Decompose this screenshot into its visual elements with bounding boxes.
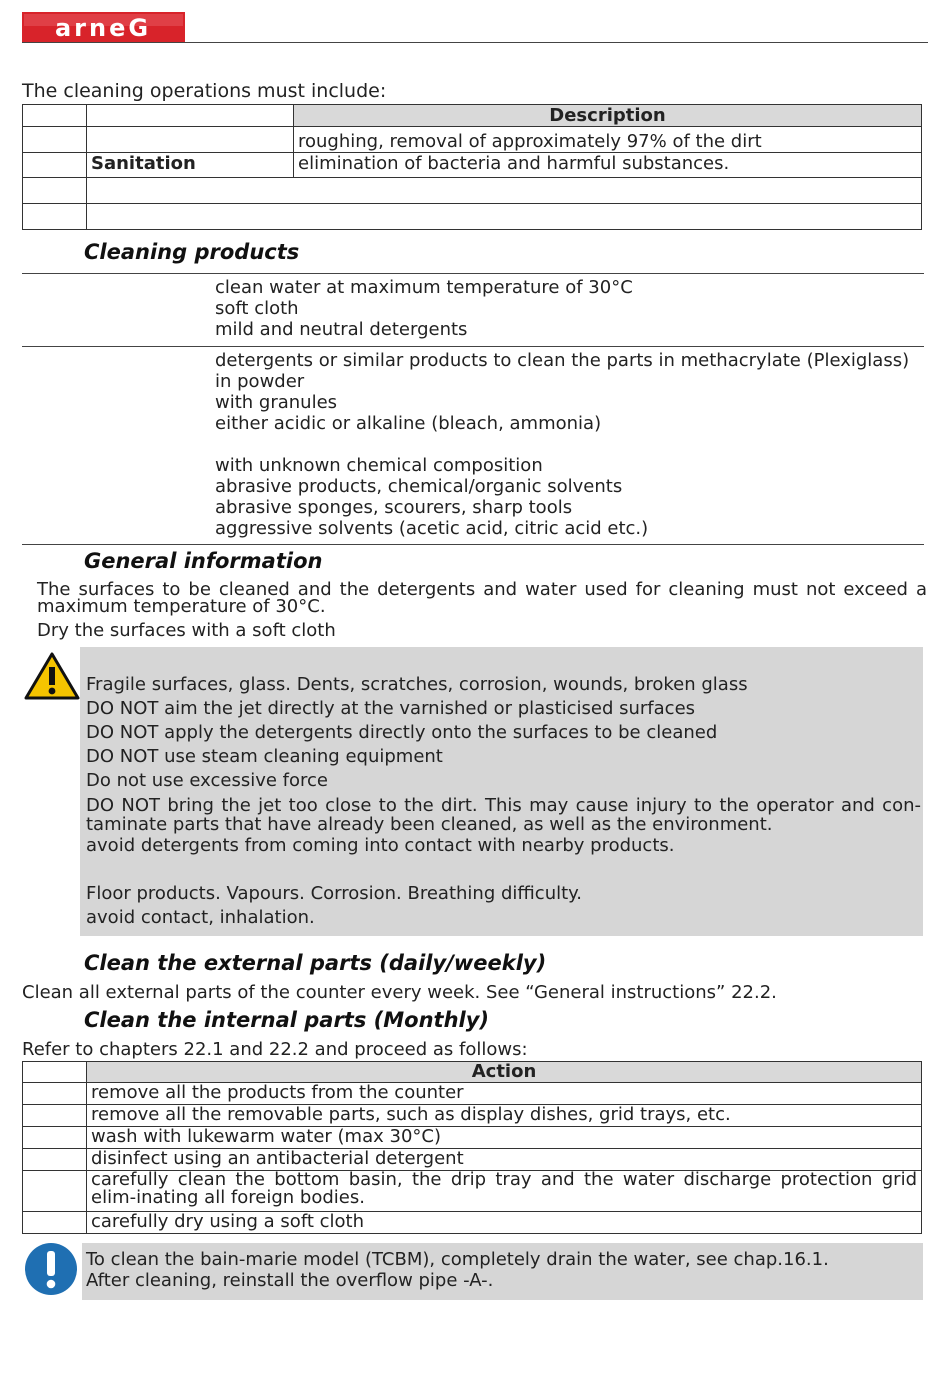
list-item: aggressive solvents (acetic acid, citric acid etc.) (215, 518, 649, 539)
info-note-text (86, 1249, 829, 1291)
action-table (22, 1061, 922, 1234)
list-item: soft cloth (215, 298, 299, 319)
list-item: detergents or similar products to clean the parts in methacrylate (Plexiglass) (215, 350, 910, 371)
table-row: wash with lukewarm water (max 30°C) (23, 1127, 922, 1149)
operations-table (22, 104, 922, 230)
table-row (23, 204, 922, 230)
exclamation-icon (24, 1242, 78, 1296)
list-item (215, 434, 909, 455)
table-row: disinfect using an antibacterial detergent (23, 1149, 922, 1171)
table-row (23, 178, 922, 204)
intro-text: The cleaning operations must include: (22, 80, 387, 102)
general-info-dry: Dry the surfaces with a soft cloth (37, 620, 336, 641)
warning-line: Floor products. Vapours. Corrosion. Breathing difficulty. (86, 883, 582, 904)
table-row: carefully clean the bottom basin, the drip tray and the water discharge protection grid elim-inating all foreign bodies. (23, 1171, 922, 1212)
warning-line (86, 858, 921, 882)
warning-triangle-icon (24, 651, 80, 701)
list-item: abrasive products, chemical/organic solvents (215, 476, 623, 497)
cleaning-products-heading: Cleaning products (84, 240, 300, 264)
table-row: roughing, removal of approximately 97% of the dirt (23, 127, 922, 153)
external-parts-text: Clean all external parts of the counter every week. See “General instructions” 22.2. (22, 982, 777, 1003)
ops-header-description: Description (294, 105, 922, 127)
external-parts-heading: Clean the external parts (daily/weekly) (84, 951, 547, 975)
arneg-logo (22, 12, 185, 42)
allowed-products-list (215, 277, 633, 340)
table-row: carefully dry using a soft cloth (23, 1212, 922, 1234)
warning-line: Fragile surfaces, glass. Dents, scratches, corrosion, wounds, broken glass (86, 674, 748, 695)
list-item: in powder (215, 371, 305, 392)
table-row: remove all the products from the counter (23, 1083, 922, 1105)
divider (22, 273, 924, 274)
general-info-heading: General information (84, 549, 323, 573)
warning-line: DO NOT aim the jet directly at the varnished or plasticised surfaces (86, 698, 696, 719)
list-item: with granules (215, 392, 338, 413)
warning-line: avoid detergents from coming into contact with nearby products. (86, 835, 675, 856)
table-row: Sanitation elimination of bacteria and harmful substances. (23, 153, 922, 178)
list-item: mild and neutral detergents (215, 319, 468, 340)
warning-line: DO NOT bring the jet too close to the dirt. This may cause injury to the operator and con-taminate parts that have already been cleaned, as well as the environment. (86, 795, 921, 835)
warning-line: DO NOT apply the detergents directly onto the surfaces to be cleaned (86, 722, 718, 743)
list-item: either acidic or alkaline (bleach, ammonia) (215, 413, 602, 434)
header-rule (22, 42, 928, 43)
forbidden-products-list (215, 350, 909, 539)
general-info-paragraph: The surfaces to be cleaned and the detergents and water used for cleaning must not exceed a maximum temperature of 30°C. (37, 579, 927, 617)
logo-text: arneG (54, 14, 152, 42)
action-header: Action (87, 1062, 922, 1083)
internal-parts-heading: Clean the internal parts (Monthly) (84, 1008, 489, 1032)
list-item: with unknown chemical composition (215, 455, 543, 476)
warning-line: Do not use excessive force (86, 770, 328, 791)
warning-line: DO NOT use steam cleaning equipment (86, 746, 443, 767)
divider (22, 346, 924, 347)
list-item: clean water at maximum temperature of 30°C (215, 277, 633, 298)
note-line: After cleaning, reinstall the overflow pipe -A-. (86, 1270, 494, 1291)
internal-parts-text: Refer to chapters 22.1 and 22.2 and proceed as follows: (22, 1039, 528, 1060)
warning-line: avoid contact, inhalation. (86, 907, 315, 928)
note-line: To clean the bain-marie model (TCBM), completely drain the water, see chap.16.1. (86, 1249, 829, 1270)
table-row: remove all the removable parts, such as display dishes, grid trays, etc. (23, 1105, 922, 1127)
list-item: abrasive sponges, scourers, sharp tools (215, 497, 573, 518)
warning-text (86, 673, 921, 930)
divider (22, 544, 924, 545)
